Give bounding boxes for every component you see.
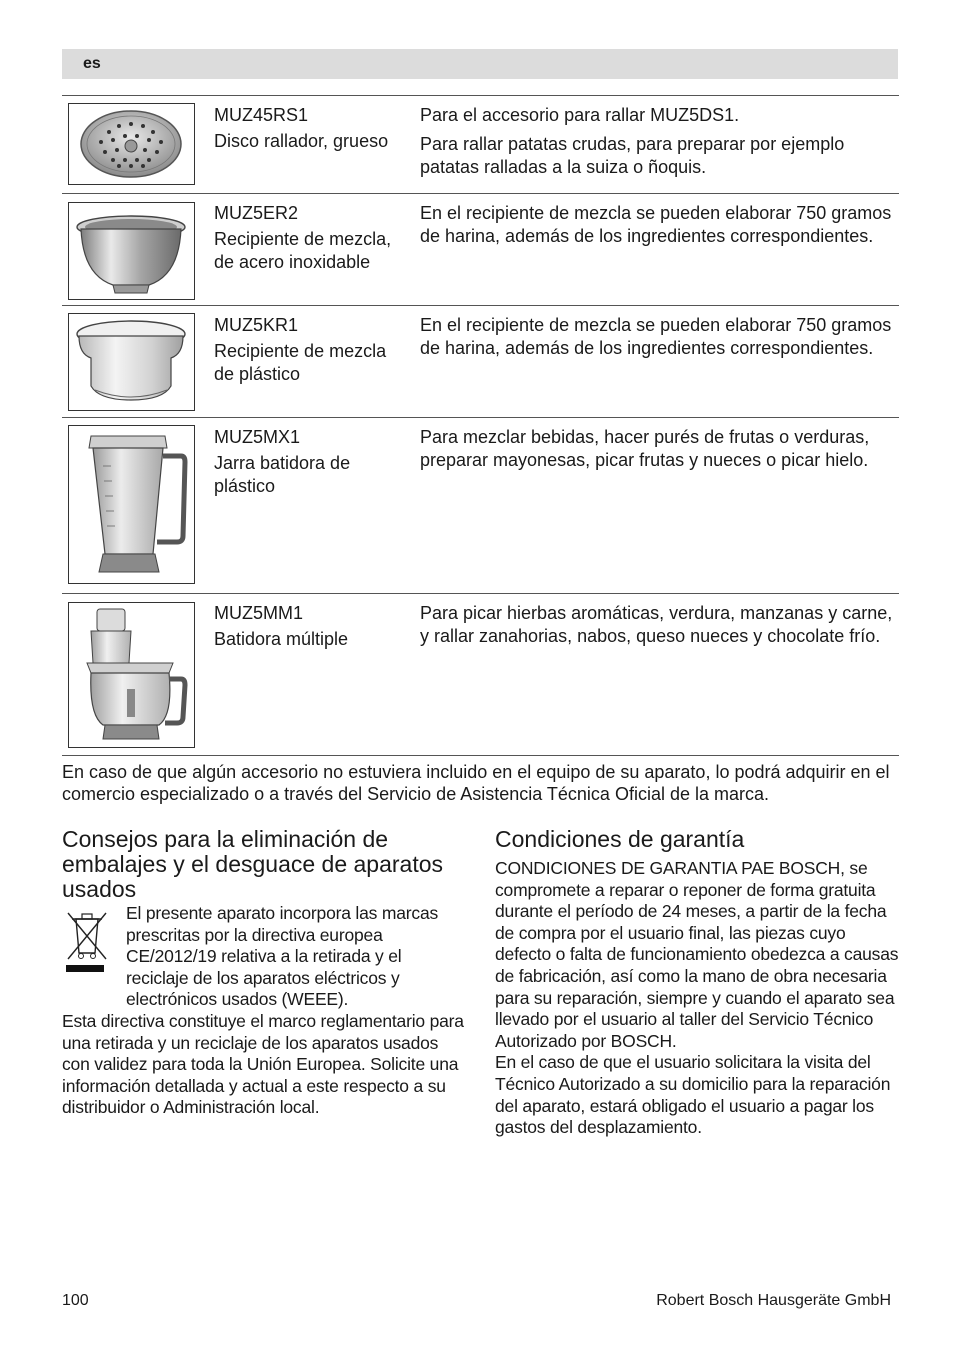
grating-disc-icon	[68, 103, 195, 185]
accessory-row	[62, 305, 899, 418]
language-code: es	[83, 55, 101, 72]
disposal-heading: Consejos para la eliminación de embalajes y el desguace de aparatos usados	[62, 826, 444, 902]
warranty-heading: Condiciones de garantía	[495, 826, 745, 852]
accessory-model	[214, 426, 409, 498]
steel-mixing-bowl-icon	[68, 202, 195, 300]
warranty-paragraph: CONDICIONES DE GARANTIA PAE BOSCH, se compromete a reparar o reponer de forma gratuita durante el período de 24 meses, a partir de la fecha de compra por el usuario final, las piezas cuyo defecto o falta de funcionamiento obedezca a causas de fabricación, así como la mano de obra necesaria para su reparación, siempre y cuando el aparato sea llevado por el usuario al taller del Servicio Técnico Autorizado por BOSCH.	[495, 858, 899, 1051]
model-code: MUZ5MM1	[214, 603, 303, 623]
disposal-section	[62, 826, 464, 1118]
accessory-description	[420, 314, 898, 366]
company-name: Robert Bosch Hausgeräte GmbH	[656, 1292, 891, 1309]
accessory-description	[420, 202, 898, 254]
model-name: Batidora múltiple	[214, 629, 349, 649]
page-number: 100	[62, 1292, 89, 1309]
accessory-description	[420, 426, 898, 478]
warranty-section	[495, 827, 899, 1139]
model-name: Disco rallador, grueso	[214, 131, 389, 151]
accessory-description	[420, 602, 898, 654]
model-name: Recipiente de mezcla, de acero inoxidable	[214, 229, 392, 272]
model-name: Recipiente de mezcla de plástico	[214, 341, 387, 384]
model-code: MUZ45RS1	[214, 105, 309, 125]
description-line: Para el accesorio para rallar MUZ5DS1.	[420, 105, 740, 125]
accessory-row	[62, 417, 899, 594]
accessory-model	[214, 314, 409, 386]
description-line: En el recipiente de mezcla se pueden elaborar 750 gramos de harina, además de los ingredientes correspondientes.	[420, 203, 892, 246]
accessory-row	[62, 95, 899, 194]
description-line: En el recipiente de mezcla se pueden elaborar 750 gramos de harina, además de los ingredientes correspondientes.	[420, 315, 892, 358]
description-line: Para picar hierbas aromáticas, verdura, manzanas y carne, y rallar zanahorias, nabos, queso nueces y chocolate frío.	[420, 603, 893, 646]
availability-note: En caso de que algún accesorio no estuviera incluido en el equipo de su aparato, lo podrá adquirir en el comercio especializado o a través del Servicio de Asistencia Técnica Oficial de la marca.	[62, 762, 890, 804]
accessory-description	[420, 104, 898, 185]
disposal-text-full: Esta directiva constituye el marco reglamentario para una retirada y un reciclaje de los aparatos usados con validez para toda la Unión Europea. Solicite una información detallada y actual a este respecto a su distribuidor o Administración local.	[62, 1010, 464, 1118]
description-line: Para rallar patatas crudas, para preparar por ejemplo patatas ralladas a la suiza o ñoquis.	[420, 134, 845, 177]
accessory-model	[214, 602, 409, 651]
disposal-text-indented: El presente aparato incorpora las marcas prescritas por la directiva europea CE/2012/19 relativa a la retirada y el reciclaje de los aparatos eléctricos y electrónicos usados (WEEE).	[126, 903, 439, 1010]
description-line: Para mezclar bebidas, hacer purés de frutas o verduras, preparar mayonesas, picar frutas y nueces o picar hielo.	[420, 427, 870, 470]
language-bar	[62, 49, 898, 79]
warranty-paragraph: En el caso de que el usuario solicitara la visita del Técnico Autorizado a su domicilio para la reparación del aparato, estará obligado el usuario a pagar los gastos del desplazamiento.	[495, 1052, 891, 1138]
accessory-model	[214, 202, 409, 274]
accessory-row	[62, 593, 899, 756]
accessory-row	[62, 193, 899, 306]
model-name: Jarra batidora de plástico	[214, 453, 351, 496]
accessory-model	[214, 104, 409, 153]
plastic-mixing-bowl-icon	[68, 313, 195, 411]
model-code: MUZ5ER2	[214, 203, 299, 223]
multi-mixer-icon	[68, 602, 195, 748]
disposal-text	[62, 903, 464, 1119]
model-code: MUZ5KR1	[214, 315, 299, 335]
model-code: MUZ5MX1	[214, 427, 301, 447]
blender-jug-icon	[68, 425, 195, 584]
warranty-text	[495, 858, 899, 1139]
